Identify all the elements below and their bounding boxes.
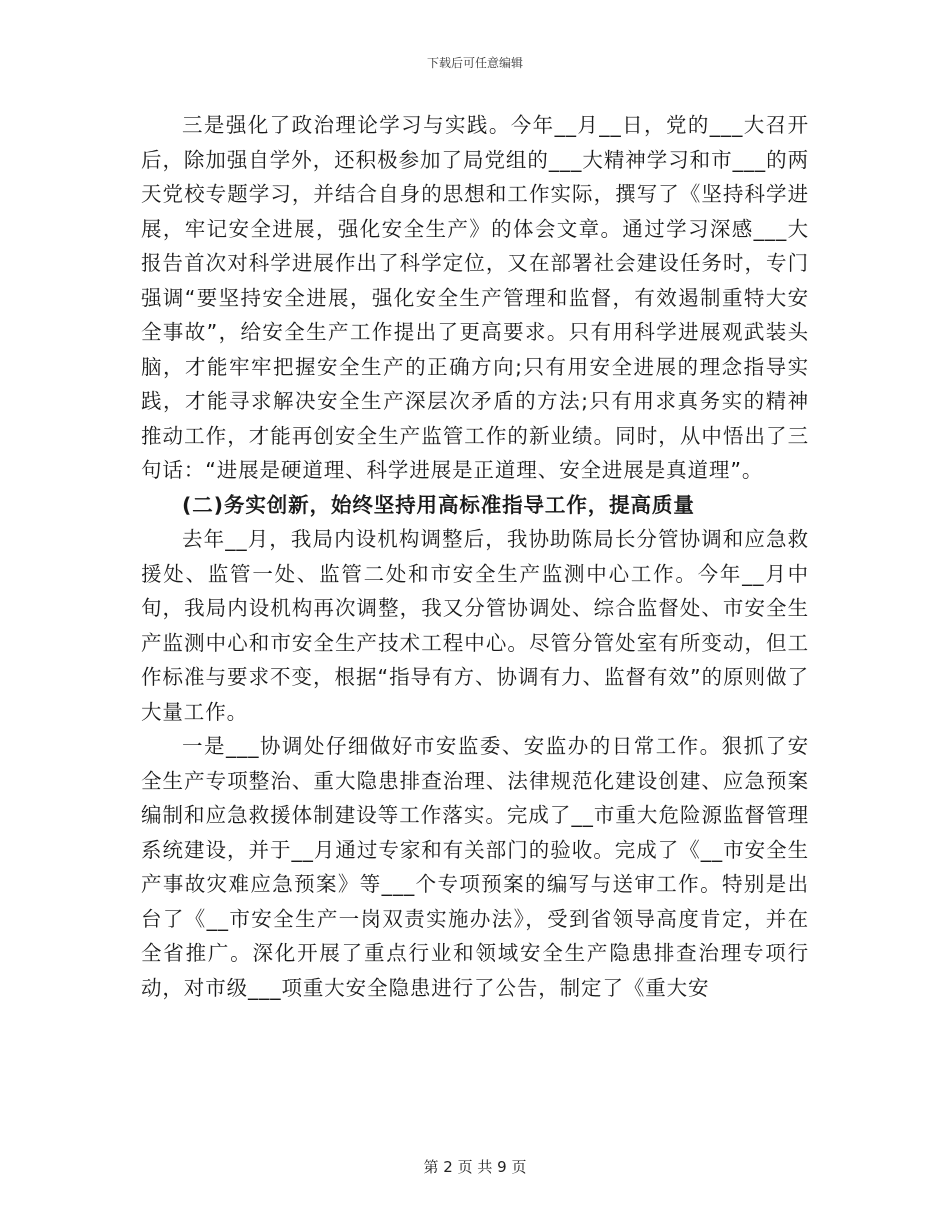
page-header: 下载后可任意编辑 xyxy=(426,56,523,70)
page-footer: 第 2 页 共 9 页 xyxy=(423,1158,527,1176)
section-heading: (二)务实创新，始终坚持用高标准指导工作，提高质量 xyxy=(182,492,695,517)
paragraph-coordination: 一是___协调处仔细做好市安监委、安监办的日常工作。狠抓了安全生产专项整治、重大隐患排查治理、法律规范化建设创建、应急预案编制和应急救援体制建设等工作落实。完成了__市重大危险源监督管理系统建设，并于__月通过专家和有关部门的验收。完成了《__市安全生产事故灾难应急预案》等___个专项预案的编写与送审工作。特别是出台了《__市安全生产一岗双责实施办法》，受到省领导高度肯定，并在全省推广。深化开展了重点行业和领域安全生产隐患排查治理专项行动，对市级___项重大安全隐患进行了公告，制定了《重大安 xyxy=(141,734,809,1000)
paragraph-political-study: 三是强化了政治理论学习与实践。今年__月__日，党的___大召开后，除加强自学外，还积极参加了局党组的___大精神学习和市___的两天党校专题学习，并结合自身的思想和工作实际，撰写了《坚持科学进展，牢记安全进展，强化安全生产》的体会文章。通过学习深感___大报告首次对科学进展作出了科学定位，又在部署社会建设任务时，专门强调“要坚持安全进展，强化安全生产管理和监督，有效遏制重特大安全事故”，给安全生产工作提出了更高要求。只有用科学进展观武装头脑，才能牢牢把握安全生产的正确方向;只有用安全进展的理念指导实践，才能寻求解决安全生产深层次矛盾的方法;只有用求真务实的精神推动工作，才能再创安全生产监管工作的新业绩。同时，从中悟出了三句话：“进展是硬道理、科学进展是正道理、安全进展是真道理”。 xyxy=(141,113,809,482)
paragraph-restructuring: 去年__月，我局内设机构调整后，我协助陈局长分管协调和应急救援处、监管一处、监管二处和市安全生产监测中心工作。今年__月中旬，我局内设机构再次调整，我又分管协调处、综合监督处、市安全生产监测中心和市安全生产技术工程中心。尽管分管处室有所变动，但工作标准与要求不变，根据“指导有方、协调有力、监督有效”的原则做了大量工作。 xyxy=(141,527,809,724)
document-body xyxy=(141,108,809,1005)
